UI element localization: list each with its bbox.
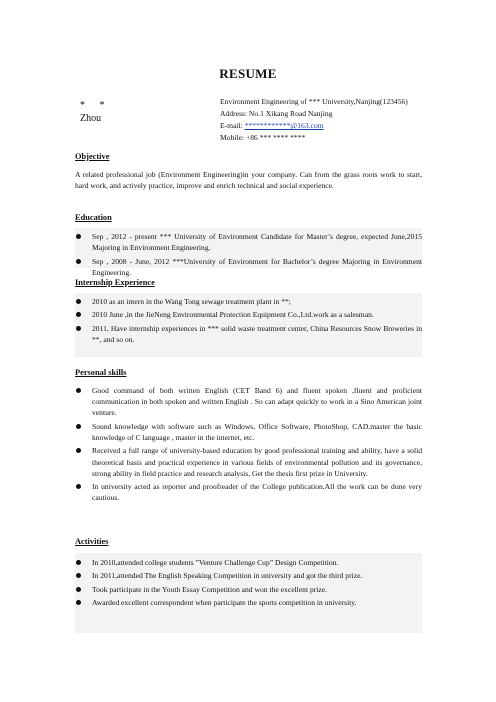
education-list	[75, 231, 422, 280]
email-link[interactable]: ************@163.com	[244, 121, 324, 130]
name-block	[80, 99, 111, 125]
list-item: 2010 as an intern in the Wang Tong sewage treatment plant in **;	[75, 296, 422, 307]
section-title-activities: Activities	[75, 537, 109, 546]
name-masked: * *	[80, 100, 111, 111]
list-item: 2010 June ,in the JieNeng Environmental Protection Equipment Co.,Ltd.work as a salesman.	[75, 309, 422, 320]
list-item: Sound knowledge with software such as Windows, Office Software, PhotoShop, CAD,master the basic knowledge of C language , master in the internet, etc.	[75, 421, 422, 443]
contact-block	[220, 96, 450, 144]
list-item: In 2011,attended The English Speaking Competition in university and got the third prize.	[75, 570, 422, 581]
list-item: Took participate in the Youth Essay Competition and won the excellent prize.	[75, 584, 422, 595]
contact-school: Environment Engineering of *** University,Nanjing(123456)	[220, 97, 408, 106]
list-item: Sep , 2012 - present *** University of Environment Candidate for Master’s degree, expected June,2015 Majoring in Environment Engineering.	[75, 231, 422, 253]
list-item: Awarded excellent correspondent when participate the sports competition in university.	[75, 597, 422, 608]
list-item: 2011, Have internship experiences in *** solid waste treatment center, China Resources Snow Breweries in **, and so on.	[75, 323, 422, 345]
section-title-internship: Internship Experience	[75, 278, 155, 287]
section-title-skills: Personal skills	[75, 368, 127, 377]
section-title-education: Education	[75, 213, 112, 222]
skills-list	[75, 385, 422, 506]
list-item: In 2010,attended college students ”Venture Challenge Cup” Design Competition.	[75, 557, 422, 568]
contact-mobile: Mobile: +86 *** **** ****	[220, 133, 306, 142]
list-item: Received a full range of university-based education by good professional training and ability, have a solid theoretical basis and practical experience in various fields of environmental pollution and its governance, strong ability in field practice and research analysis, Get the thesis first prize in University.	[75, 445, 422, 479]
list-item: Sep , 2008 - June, 2012 ***University of Environment for Bachelor’s degree Majoring in Environment Engineering.	[75, 256, 422, 278]
section-title-objective: Objective	[75, 152, 110, 161]
list-item: In university acted as reporter and proofreader of the College publication.All the work can be done very cautious.	[75, 481, 422, 503]
list-item: Good command of both written English (CET Band 6) and fluent spoken ,fluent and proficient communication in both spoken and written English . So can adapt quickly to work in a Sino American joint venture.	[75, 385, 422, 419]
activities-list	[75, 557, 422, 611]
resume-title: RESUME	[219, 66, 277, 81]
name-surname: Zhou	[80, 113, 102, 124]
objective-text: A related professional job (Environment Engineering)in your company. Can from the grass roots work to start, hard work, and actively practice, improve and enrich technical and social experience.	[75, 170, 422, 191]
internship-list	[75, 296, 422, 347]
contact-email: E-mail: ************@163.com	[220, 121, 324, 130]
contact-address: Address: No.1 Xikang Road Nanjing	[220, 109, 333, 118]
